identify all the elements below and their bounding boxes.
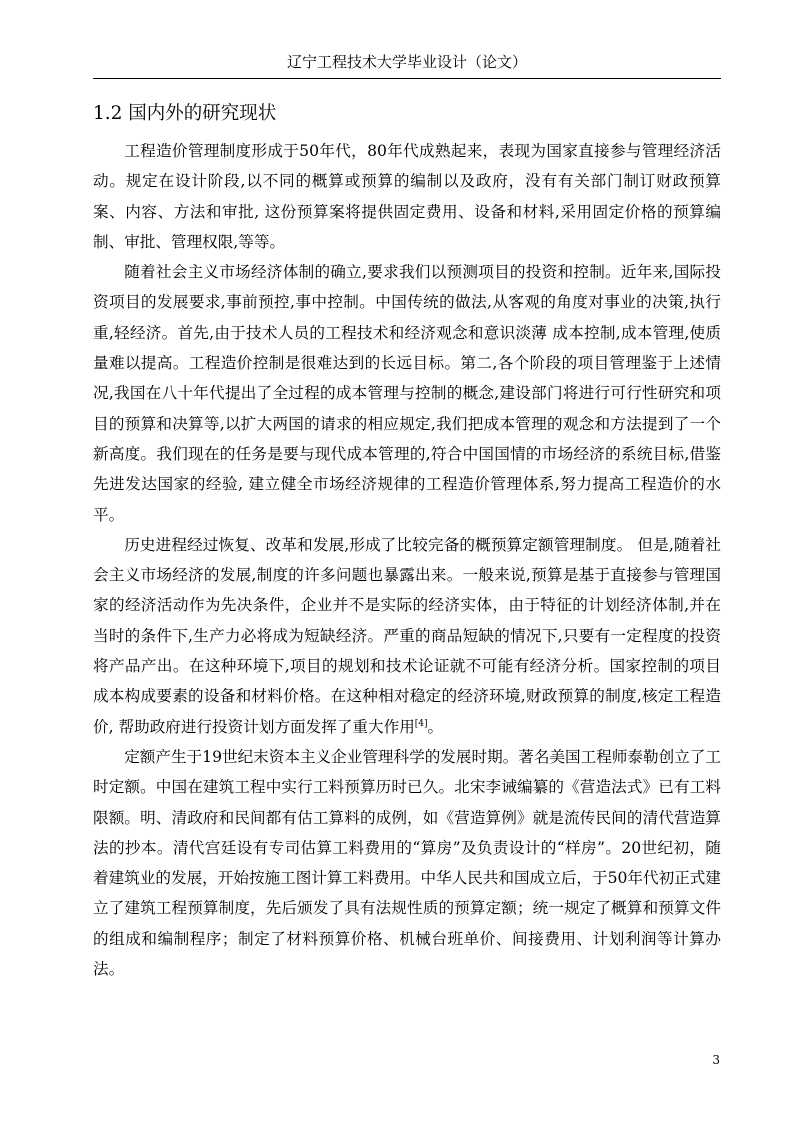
paragraph	[93, 530, 721, 742]
paragraph: 定额产生于19世纪末资本主义企业管理科学的发展时期。著名美国工程师泰勒创立了工时定额。中国在建筑工程中实行工料预算历时已久。北宋李诫编纂的《营造法式》已有工料限额。明、清政府和民间都有估工算料的成例，如《营造算例》就是流传民间的清代营造算法的抄本。清代宫廷设有专司估算工料费用的“算房”及负责设计的“样房”。20世纪初，随着建筑业的发展，开始按施工图计算工料费用。中华人民共和国成立后，于50年代初正式建立了建筑工程预算制度，先后颁发了具有法规性质的预算定额；统一规定了概算和预算文件的组成和编制程序；制定了材料预算价格、机械台班单价、间接费用、计划利润等计算办法。	[93, 747, 721, 979]
paragraph-text-tail: 。	[427, 717, 444, 736]
body-text	[93, 136, 721, 984]
page-header	[93, 52, 721, 79]
paragraph: 随着社会主义市场经济体制的确立,要求我们以预测项目的投资和控制。近年来,国际投资项目的发展要求,事前预控,事中控制。中国传统的做法,从客观的角度对事业的决策,执行重,轻经济。首先,由于技术人员的工程技术和经济观念和意识淡薄 成本控制,成本管理,使质量难以提高。工程造价控制是很难达到的长远目标。第二,各个阶段的项目管理鉴于上述情况,我国在八十年代提出了全过程的成本管理与控制的概念,建设部门将进行可行性研究和项目的预算和决算等,以扩大两国的请求的相应规定,我们把成本管理的观念和方法提到了一个新高度。我们现在的任务是要与现代成本管理的,符合中国国情的市场经济的系统目标,借鉴先进发达国家的经验, 建立健全市场经济规律的工程造价管理体系,努力提高工程造价的水平。	[93, 263, 721, 524]
section-heading: 1.2 国内外的研究现状	[93, 103, 277, 124]
paragraph: 工程造价管理制度形成于50年代，80年代成熟起来，表现为国家直接参与管理经济活动。规定在设计阶段,以不同的概算或预算的编制以及政府，没有有关部门制订财政预算案、内容、方法和审批, 这份预算案将提供固定费用、设备和材料,采用固定价格的预算编制、审批、管理权限,等等。	[93, 142, 721, 251]
page-number: 3	[712, 1053, 720, 1067]
header-title: 辽宁工程技术大学毕业设计（论文）	[286, 53, 527, 71]
citation-reference: [4]	[414, 718, 428, 729]
paragraph-text: 历史进程经过恢复、改革和发展,形成了比较完备的概预算定额管理制度。 但是,随着社会主义市场经济的发展,制度的许多问题也暴露出来。一般来说,预算是基于直接参与管理国家的经济活动作为先决条件，企业并不是实际的经济实体，由于特征的计划经济体制,并在当时的条件下,生产力必将成为短缺经济。严重的商品短缺的情况下,只要有一定程度的投资将产品产出。在这种环境下,项目的规划和技术论证就不可能有经济分析。国家控制的项目成本构成要素的设备和材料价格。在这种相对稳定的经济环境,财政预算的制度,核定工程造价, 帮助政府进行投资计划方面发挥了重大作用	[93, 535, 721, 736]
